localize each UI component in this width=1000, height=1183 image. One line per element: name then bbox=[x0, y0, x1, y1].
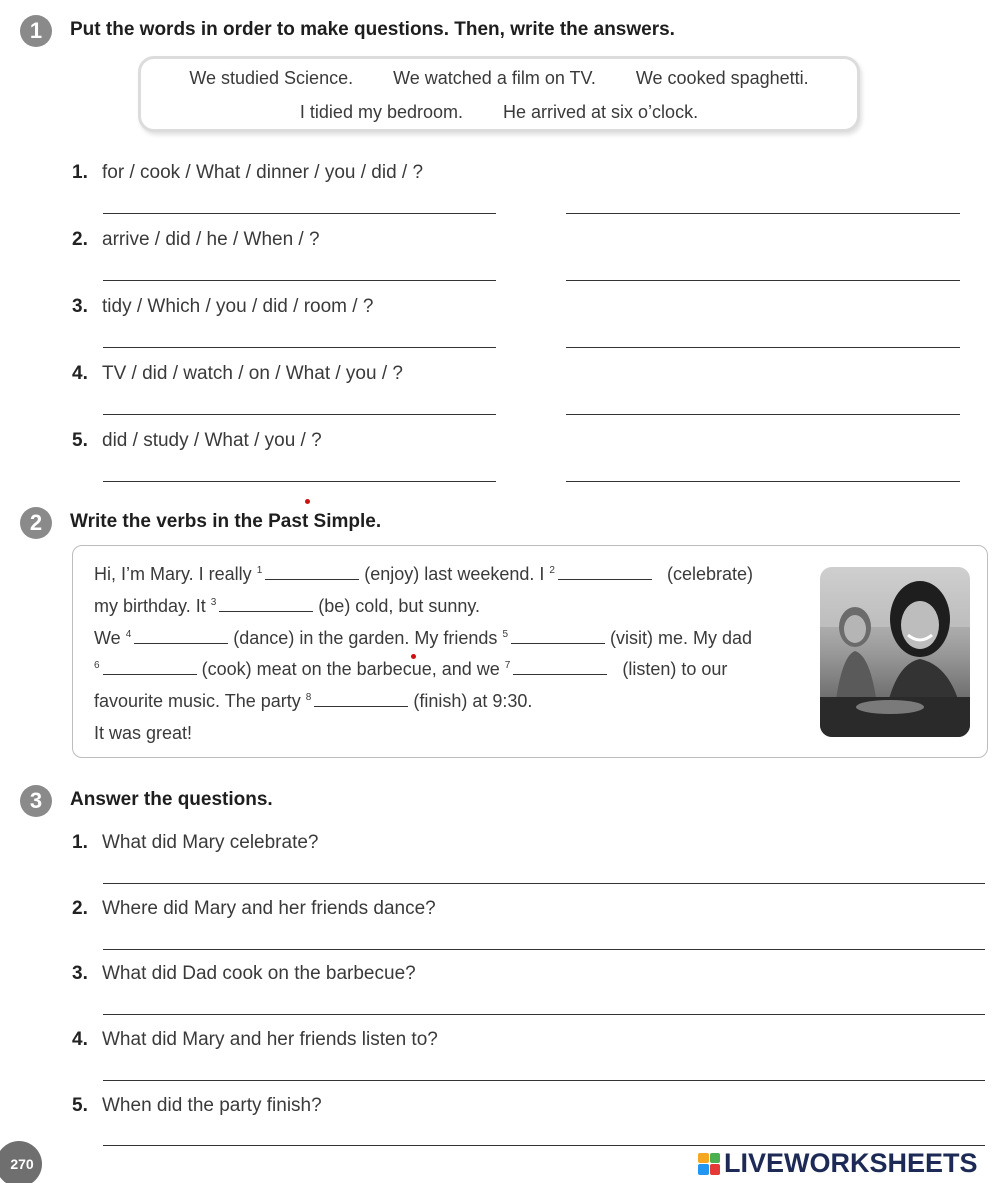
blank-number: 7 bbox=[504, 660, 511, 671]
ex3-item-number: 3. bbox=[72, 963, 88, 984]
ex3-item-text: What did Mary celebrate? bbox=[102, 832, 319, 853]
word-bank bbox=[138, 56, 860, 132]
word-bank-item: We cooked spaghetti. bbox=[635, 68, 809, 88]
story-text: favourite music. The party bbox=[94, 691, 301, 711]
exercise-3-number: 3 bbox=[20, 785, 52, 817]
ex3-answer-line[interactable] bbox=[103, 1145, 985, 1146]
blank-3[interactable] bbox=[219, 598, 313, 612]
story-text: (finish) at 9:30. bbox=[413, 691, 533, 711]
page-number-badge: 270 bbox=[0, 1141, 42, 1183]
ex3-item-text: What did Mary and her friends listen to? bbox=[102, 1029, 438, 1050]
story-text: (visit) me. My dad bbox=[610, 628, 753, 648]
word-bank-item: He arrived at six o’clock. bbox=[503, 102, 699, 122]
ex1-question-line[interactable] bbox=[103, 414, 496, 415]
brand-name: LIVEWORKSHEETS bbox=[724, 1148, 978, 1178]
story-text: We bbox=[94, 628, 121, 648]
ex3-answer-line[interactable] bbox=[103, 1080, 985, 1081]
blank-number: 5 bbox=[502, 629, 508, 640]
ex3-answer-line[interactable] bbox=[103, 883, 985, 884]
blank-5[interactable] bbox=[511, 630, 605, 644]
story-text: my birthday. It bbox=[94, 596, 206, 616]
blank-8[interactable] bbox=[314, 693, 408, 707]
story-text: (celebrate) bbox=[666, 564, 754, 584]
story-text: (listen) to our bbox=[622, 659, 728, 679]
blank-number: 8 bbox=[305, 692, 312, 703]
story-text: (dance) in the garden. My friends bbox=[233, 628, 498, 648]
ex3-item-number: 2. bbox=[72, 898, 88, 919]
party-photo-image bbox=[820, 567, 970, 737]
blank-number: 6 bbox=[94, 660, 100, 671]
story-text: (enjoy) last weekend. I bbox=[364, 564, 545, 584]
ex1-item-text: for / cook / What / dinner / you / did / ? bbox=[102, 162, 424, 183]
story-line-4 bbox=[94, 659, 727, 680]
ex1-item-number: 2. bbox=[72, 229, 88, 250]
ex1-question-line[interactable] bbox=[103, 481, 496, 482]
ex1-item-text: did / study / What / you / ? bbox=[102, 430, 322, 451]
story-line-6 bbox=[94, 723, 192, 744]
ex3-item-text: What did Dad cook on the barbecue? bbox=[102, 963, 416, 984]
story-text: (be) cold, but sunny. bbox=[318, 596, 481, 616]
story-text: (cook) meat on the barbecue, and we bbox=[201, 659, 500, 679]
story-text: It was great! bbox=[94, 723, 193, 743]
ex1-item-text: TV / did / watch / on / What / you / ? bbox=[102, 363, 403, 384]
word-bank-item: I tidied my bedroom. bbox=[299, 102, 463, 122]
ex1-answer-line[interactable] bbox=[566, 347, 960, 348]
liveworksheets-logo-icon bbox=[698, 1153, 720, 1175]
ex3-answer-line[interactable] bbox=[103, 1014, 985, 1015]
exercise-3-title: Answer the questions. bbox=[70, 789, 273, 810]
word-bank-row-2 bbox=[141, 102, 857, 123]
ex1-question-line[interactable] bbox=[103, 347, 496, 348]
ex3-item-text: Where did Mary and her friends dance? bbox=[102, 898, 436, 919]
ex1-item-text: tidy / Which / you / did / room / ? bbox=[102, 296, 374, 317]
exercise-1-title: Put the words in order to make questions. Then, write the answers. bbox=[70, 19, 675, 40]
exercise-2-number: 2 bbox=[20, 507, 52, 539]
ex3-answer-line[interactable] bbox=[103, 949, 985, 950]
story-text: Hi, I’m Mary. I really bbox=[94, 564, 252, 584]
word-bank-item: We studied Science. bbox=[189, 68, 354, 88]
story-line-3 bbox=[94, 628, 752, 649]
story-line-2 bbox=[94, 596, 480, 617]
ex3-item-number: 1. bbox=[72, 832, 88, 853]
word-bank-item: We watched a film on TV. bbox=[393, 68, 596, 88]
ex3-item-text: When did the party finish? bbox=[102, 1095, 322, 1116]
blank-6[interactable] bbox=[103, 661, 197, 675]
ex1-answer-line[interactable] bbox=[566, 414, 960, 415]
ex1-question-line[interactable] bbox=[103, 280, 496, 281]
blank-4[interactable] bbox=[134, 630, 228, 644]
party-photo bbox=[820, 567, 970, 737]
ex1-answer-line[interactable] bbox=[566, 213, 960, 214]
ex3-item-number: 5. bbox=[72, 1095, 88, 1116]
ex3-item-number: 4. bbox=[72, 1029, 88, 1050]
ex1-answer-line[interactable] bbox=[566, 280, 960, 281]
ex1-item-text: arrive / did / he / When / ? bbox=[102, 229, 320, 250]
ex1-item-number: 4. bbox=[72, 363, 88, 384]
blank-number: 3 bbox=[210, 597, 217, 608]
blank-1[interactable] bbox=[265, 566, 359, 580]
blank-7[interactable] bbox=[513, 661, 607, 675]
word-bank-row-1 bbox=[141, 68, 857, 89]
ex1-question-line[interactable] bbox=[103, 213, 496, 214]
blank-number: 2 bbox=[549, 565, 555, 576]
liveworksheets-brand[interactable] bbox=[698, 1148, 978, 1179]
exercise-2-title: Write the verbs in the Past Simple. bbox=[70, 511, 382, 532]
red-dot-marker bbox=[305, 499, 310, 504]
ex1-item-number: 5. bbox=[72, 430, 88, 451]
ex1-item-number: 3. bbox=[72, 296, 88, 317]
ex1-item-number: 1. bbox=[72, 162, 88, 183]
ex1-answer-line[interactable] bbox=[566, 481, 960, 482]
story-line-5 bbox=[94, 691, 532, 712]
story-line-1 bbox=[94, 564, 753, 585]
blank-2[interactable] bbox=[558, 566, 652, 580]
blank-number: 4 bbox=[125, 629, 132, 640]
exercise-1-number: 1 bbox=[20, 15, 52, 47]
blank-number: 1 bbox=[256, 565, 263, 576]
red-dot-marker bbox=[411, 654, 416, 659]
